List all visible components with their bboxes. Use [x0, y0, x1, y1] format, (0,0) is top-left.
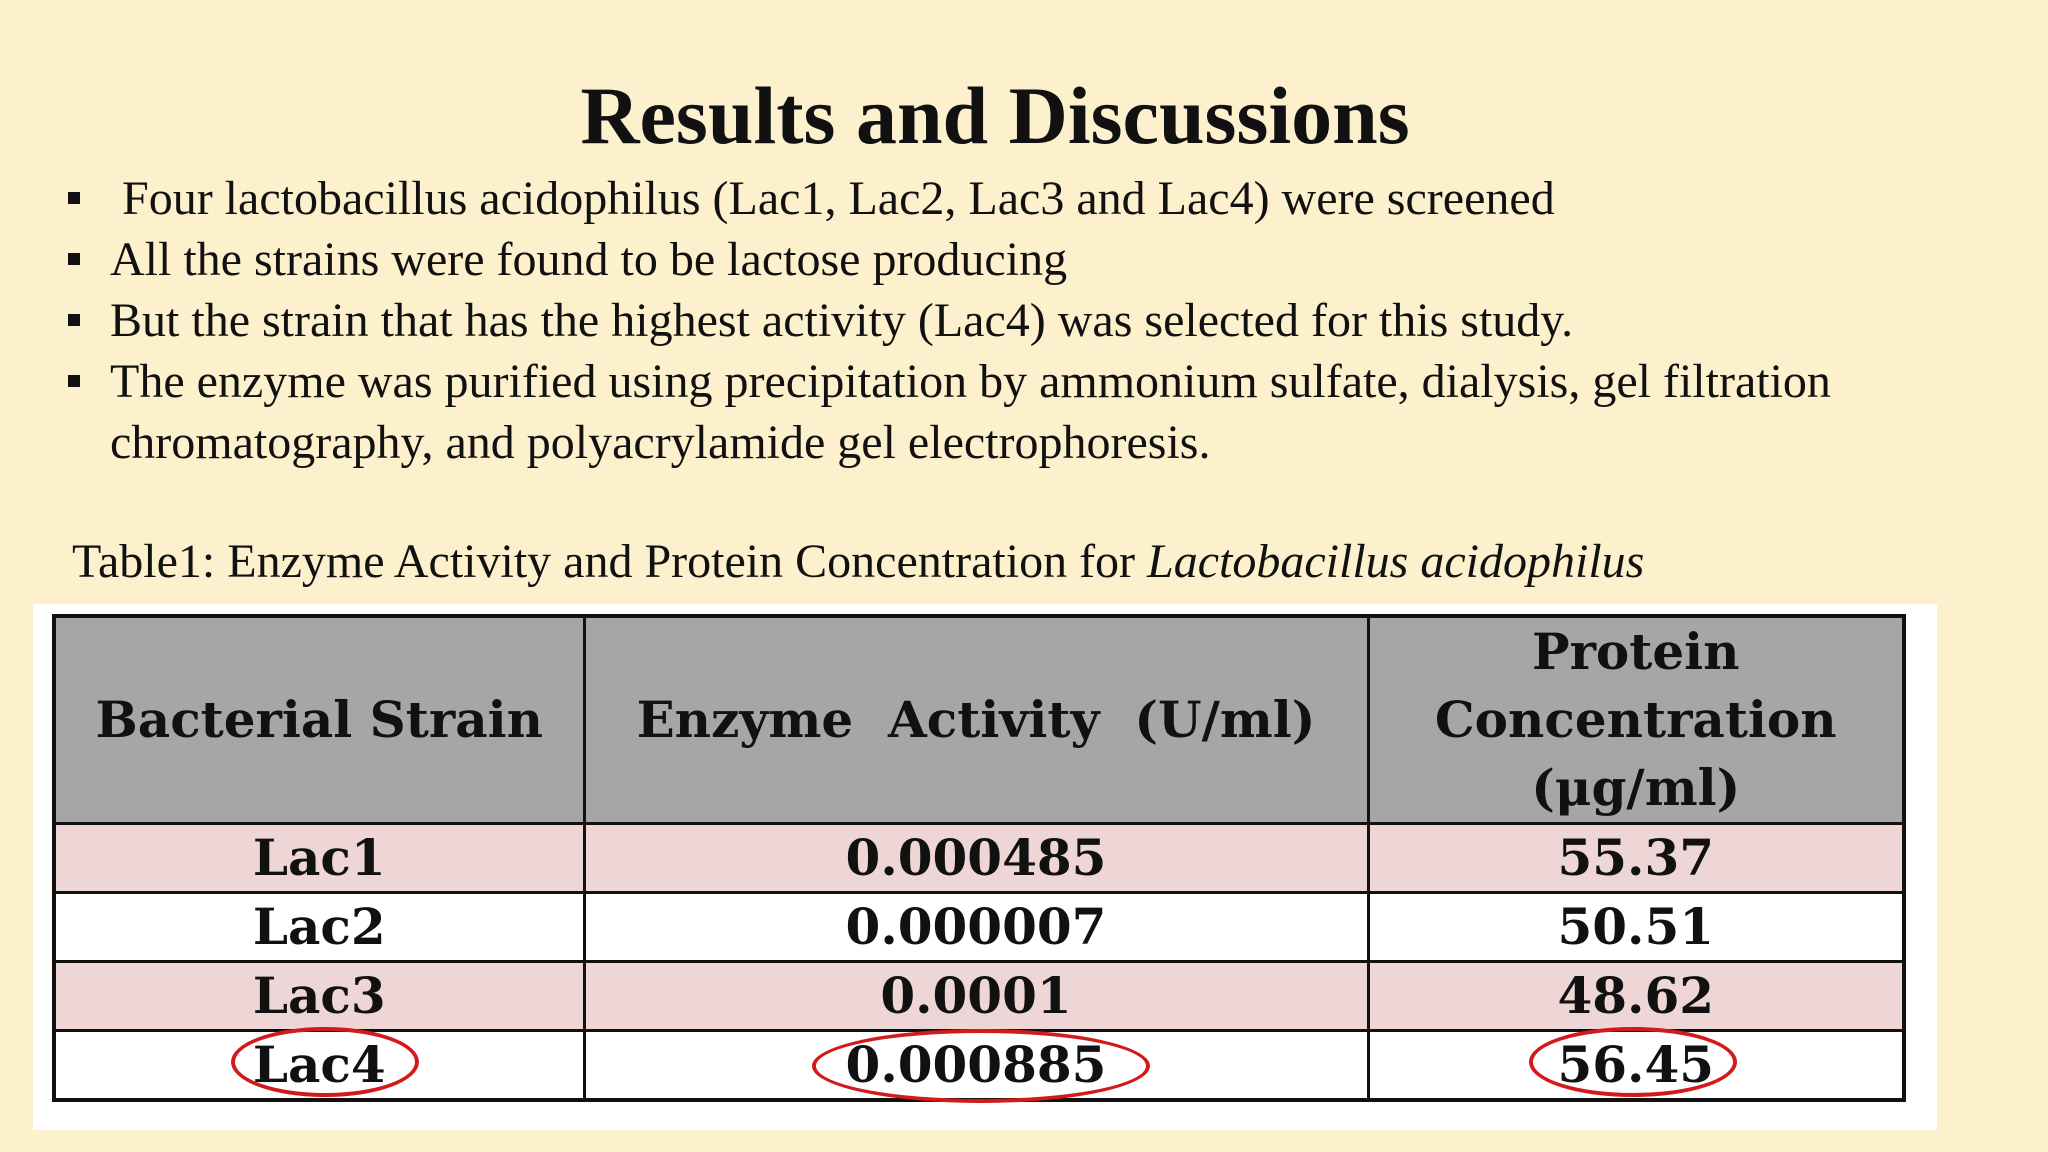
cell-protein-text: 56.45	[1557, 1035, 1715, 1094]
bullet-item	[60, 168, 1960, 229]
bullet-text: But the strain that has the highest activity (Lac4) was selected for this study.	[110, 294, 1574, 347]
header-protein-line1: Protein	[1531, 622, 1740, 681]
cell-protein: 55.37	[1368, 824, 1904, 893]
table-row	[54, 962, 1904, 1031]
cell-activity-text: 0.000885	[845, 1035, 1107, 1094]
table-caption-species: Lactobacillus acidophilus	[1147, 535, 1645, 588]
cell-strain: Lac2	[54, 893, 584, 962]
cell-activity: 0.000007	[584, 893, 1368, 962]
bullet-text: All the strains were found to be lactose producing	[110, 233, 1068, 286]
table-header-row	[54, 616, 1904, 824]
header-protein-line3: (μg/ml)	[1531, 758, 1741, 817]
square-bullet-icon	[68, 314, 80, 326]
cell-protein	[1368, 1031, 1904, 1101]
table-caption-text: Table1: Enzyme Activity and Protein Concentration for	[72, 535, 1148, 588]
table-caption	[72, 532, 1644, 592]
bullet-item	[60, 290, 1960, 351]
cell-activity	[584, 1031, 1368, 1101]
table-row	[54, 893, 1904, 962]
cell-strain-value	[253, 1033, 386, 1097]
cell-protein-value	[1557, 1033, 1714, 1097]
cell-strain	[54, 1031, 584, 1101]
bullet-text: The enzyme was purified using precipitation by ammonium sulfate, dialysis, gel filtration chromatography, and polyacrylamide gel electrophoresis.	[110, 355, 1831, 469]
cell-strain: Lac3	[54, 962, 584, 1031]
cell-activity-value	[846, 1033, 1107, 1097]
bullet-item	[60, 351, 1960, 473]
header-enzyme-activity: Enzyme Activity (U/ml)	[584, 616, 1368, 824]
cell-strain-text: Lac4	[252, 1035, 386, 1094]
square-bullet-icon	[68, 192, 80, 204]
square-bullet-icon	[68, 253, 80, 265]
header-bacterial-strain: Bacterial Strain	[54, 616, 584, 824]
table-row-highlighted	[54, 1031, 1904, 1101]
enzyme-activity-table	[52, 614, 1906, 1102]
bullet-text: Four lactobacillus acidophilus (Lac1, Lac2, Lac3 and Lac4) were screened	[122, 172, 1555, 225]
header-protein-concentration	[1368, 616, 1904, 824]
table-row	[54, 824, 1904, 893]
header-protein-line2: Concentration	[1434, 690, 1837, 749]
slide-title: Results and Discussions	[580, 70, 1410, 161]
cell-activity: 0.000485	[584, 824, 1368, 893]
square-bullet-icon	[68, 375, 80, 387]
table-card	[33, 604, 1937, 1130]
bullet-item	[60, 229, 1960, 290]
bullet-list	[60, 168, 1960, 473]
cell-activity: 0.0001	[584, 962, 1368, 1031]
cell-protein: 48.62	[1368, 962, 1904, 1031]
cell-strain: Lac1	[54, 824, 584, 893]
cell-protein: 50.51	[1368, 893, 1904, 962]
